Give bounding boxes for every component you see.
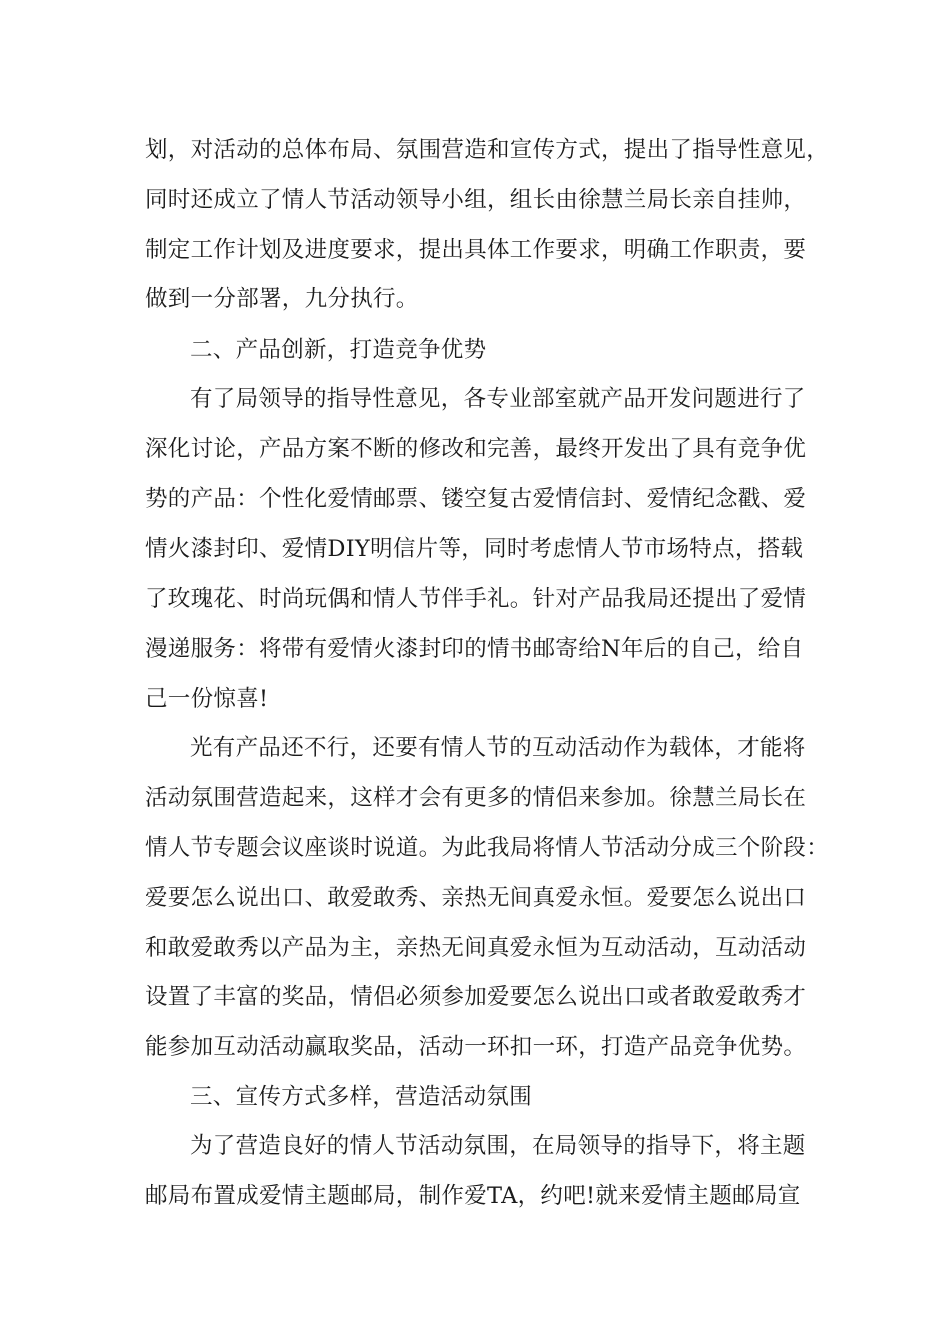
text-line: 同时还成立了情人节活动领导小组，组长由徐慧兰局长亲自挂帅，	[145, 187, 807, 213]
text-line: 己一份惊喜!	[145, 686, 269, 712]
text-line: 和敢爱敢秀以产品为主，亲热无间真爱永恒为互动活动，互动活动	[145, 935, 807, 961]
text-line: 爱要怎么说出口、敢爱敢秀、亲热无间真爱永恒。爱要怎么说出口	[145, 885, 807, 911]
text-line: 情人节专题会议座谈时说道。为此我局将情人节活动分成三个阶段：	[145, 835, 830, 861]
section-heading: 三、宣传方式多样，营造活动氛围	[190, 1084, 533, 1110]
text-line: 能参加互动活动赢取奖品，活动一环扣一环，打造产品竞争优势。	[145, 1034, 807, 1060]
text-line: 为了营造良好的情人节活动氛围，在局领导的指导下，将主题	[190, 1133, 806, 1159]
text-line: 设置了丰富的奖品，情侣必须参加爱要怎么说出口或者敢爱敢秀才	[145, 984, 807, 1010]
text-line: 了玫瑰花、时尚玩偶和情人节伴手礼。针对产品我局还提出了爱情	[145, 586, 807, 612]
text-line: 制定工作计划及进度要求，提出具体工作要求，明确工作职责，要	[145, 237, 807, 263]
text-line: 光有产品还不行，还要有情人节的互动活动作为载体，才能将	[190, 735, 806, 761]
text-line: 情火漆封印、爱情DIY明信片等，同时考虑情人节市场特点，搭载	[145, 536, 804, 562]
text-line: 势的产品：个性化爱情邮票、镂空复古爱情信封、爱情纪念戳、爱	[145, 486, 807, 512]
text-line: 划，对活动的总体布局、氛围营造和宣传方式，提出了指导性意见，	[145, 137, 830, 163]
section-heading: 二、产品创新，打造竞争优势	[190, 337, 487, 363]
text-line: 活动氛围营造起来，这样才会有更多的情侣来参加。徐慧兰局长在	[145, 785, 807, 811]
text-line: 邮局布置成爱情主题邮局，制作爱TA，约吧!就来爱情主题邮局宣	[145, 1183, 801, 1209]
text-line: 深化讨论，产品方案不断的修改和完善，最终开发出了具有竞争优	[145, 436, 807, 462]
text-line: 漫递服务：将带有爱情火漆封印的情书邮寄给N年后的自己，给自	[145, 636, 804, 662]
text-line: 有了局领导的指导性意见，各专业部室就产品开发问题进行了	[190, 386, 806, 412]
text-line: 做到一分部署，九分执行。	[145, 286, 419, 312]
